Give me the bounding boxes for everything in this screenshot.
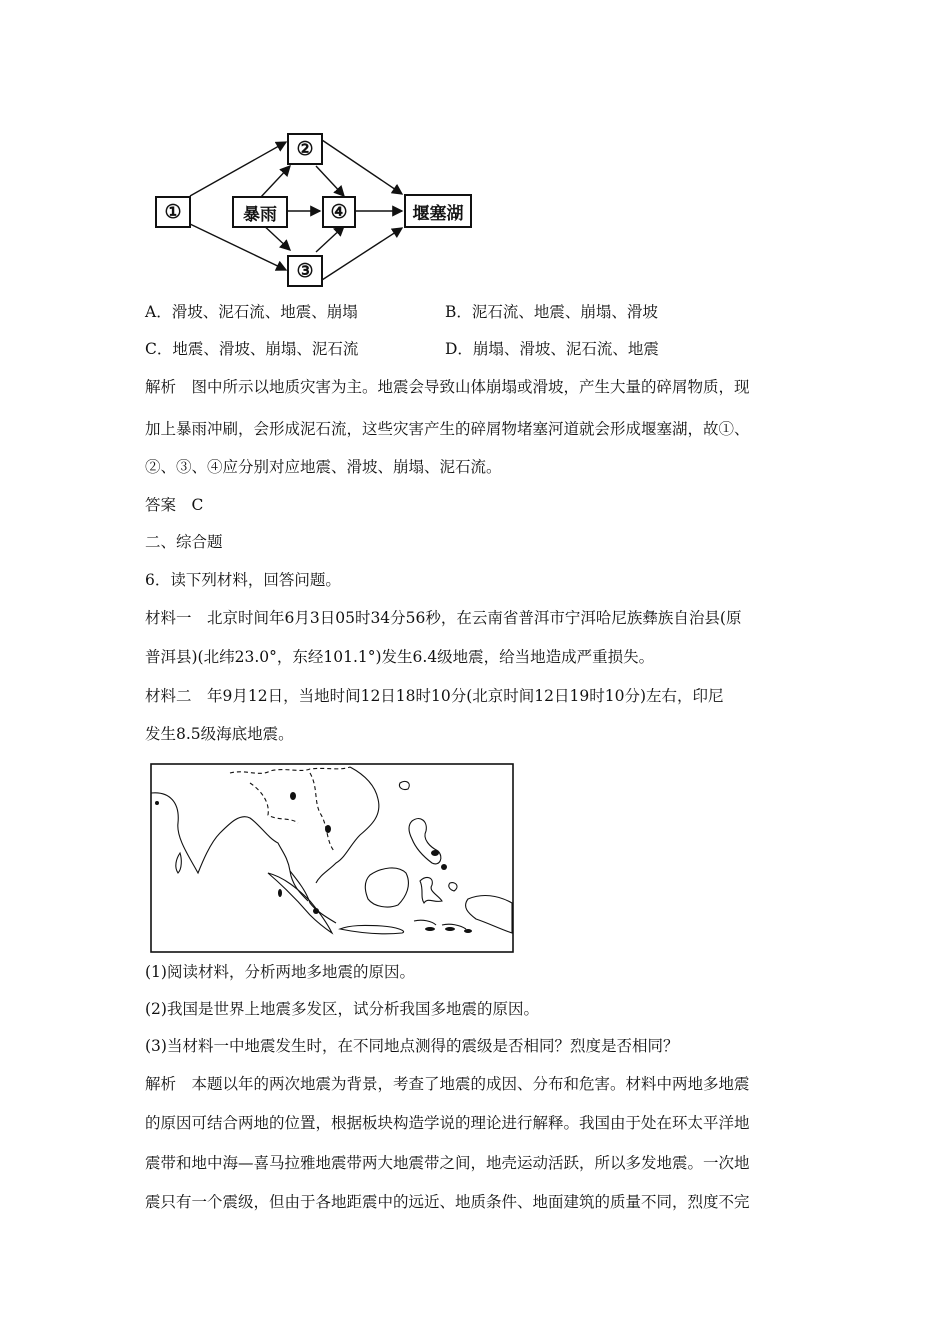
answer: 答案 C bbox=[145, 496, 204, 514]
material-1-line-2: 普洱县)(北纬23.0°，东经101.1°)发生6.4级地震，给当地造成严重损失。 bbox=[145, 648, 655, 666]
map-outline bbox=[150, 763, 514, 953]
disaster-chain-diagram bbox=[150, 128, 480, 290]
sub-question-1: (1)阅读材料，分析两地多地震的原因。 bbox=[145, 963, 415, 981]
analysis-1-line-1: 解析 图中所示以地质灾害为主。地震会导致山体崩塌或滑坡，产生大量的碎屑物质，现 bbox=[145, 378, 750, 396]
material-2-line-2: 发生8.5级海底地震。 bbox=[145, 725, 294, 743]
option-a: A．滑坡、泥石流、地震、崩塌 bbox=[145, 303, 358, 321]
analysis-2-line-1: 解析 本题以年的两次地震为背景，考查了地震的成因、分布和危害。材料中两地多地震 bbox=[145, 1075, 750, 1093]
option-c: C．地震、滑坡、崩塌、泥石流 bbox=[145, 340, 359, 358]
node-3: ③ bbox=[287, 255, 323, 287]
analysis-2-line-3: 震带和地中海—喜马拉雅地震带两大地震带之间，地壳运动活跃，所以多发地震。一次地 bbox=[145, 1154, 750, 1172]
sub-question-2: (2)我国是世界上地震多发区，试分析我国多地震的原因。 bbox=[145, 1000, 539, 1018]
analysis-1-line-2: 加上暴雨冲刷，会形成泥石流，这些灾害产生的碎屑物堵塞河道就会形成堰塞湖，故①、 bbox=[145, 420, 750, 438]
section-title: 二、综合题 bbox=[145, 533, 223, 551]
node-4: ④ bbox=[322, 196, 356, 228]
material-1-line-1: 材料一 北京时间年6月3日05时34分56秒，在云南省普洱市宁洱哈尼族彝族自治县(原 bbox=[145, 609, 742, 627]
node-rainstorm: 暴雨 bbox=[232, 196, 288, 228]
analysis-2-line-4: 震只有一个震级，但由于各地距震中的远近、地质条件、地面建筑的质量不同，烈度不完 bbox=[145, 1193, 750, 1211]
option-d: D．崩塌、滑坡、泥石流、地震 bbox=[445, 340, 659, 358]
analysis-1-line-3: ②、③、④应分别对应地震、滑坡、崩塌、泥石流。 bbox=[145, 458, 502, 476]
option-b: B．泥石流、地震、崩塌、滑坡 bbox=[445, 303, 658, 321]
analysis-2-line-2: 的原因可结合两地的位置，根据板块构造学说的理论进行解释。我国由于处在环太平洋地 bbox=[145, 1114, 750, 1132]
node-1: ① bbox=[155, 196, 191, 228]
node-2: ② bbox=[287, 133, 323, 165]
material-2-line-1: 材料二 年9月12日，当地时间12日18时10分(北京时间12日19时10分)左右，印尼 bbox=[145, 687, 724, 705]
sub-question-3: (3)当材料一中地震发生时，在不同地点测得的震级是否相同？烈度是否相同？ bbox=[145, 1037, 679, 1055]
southeast-asia-map bbox=[150, 763, 514, 953]
question-6: 6．读下列材料，回答问题。 bbox=[145, 571, 341, 589]
node-barrier-lake: 堰塞湖 bbox=[404, 194, 472, 228]
